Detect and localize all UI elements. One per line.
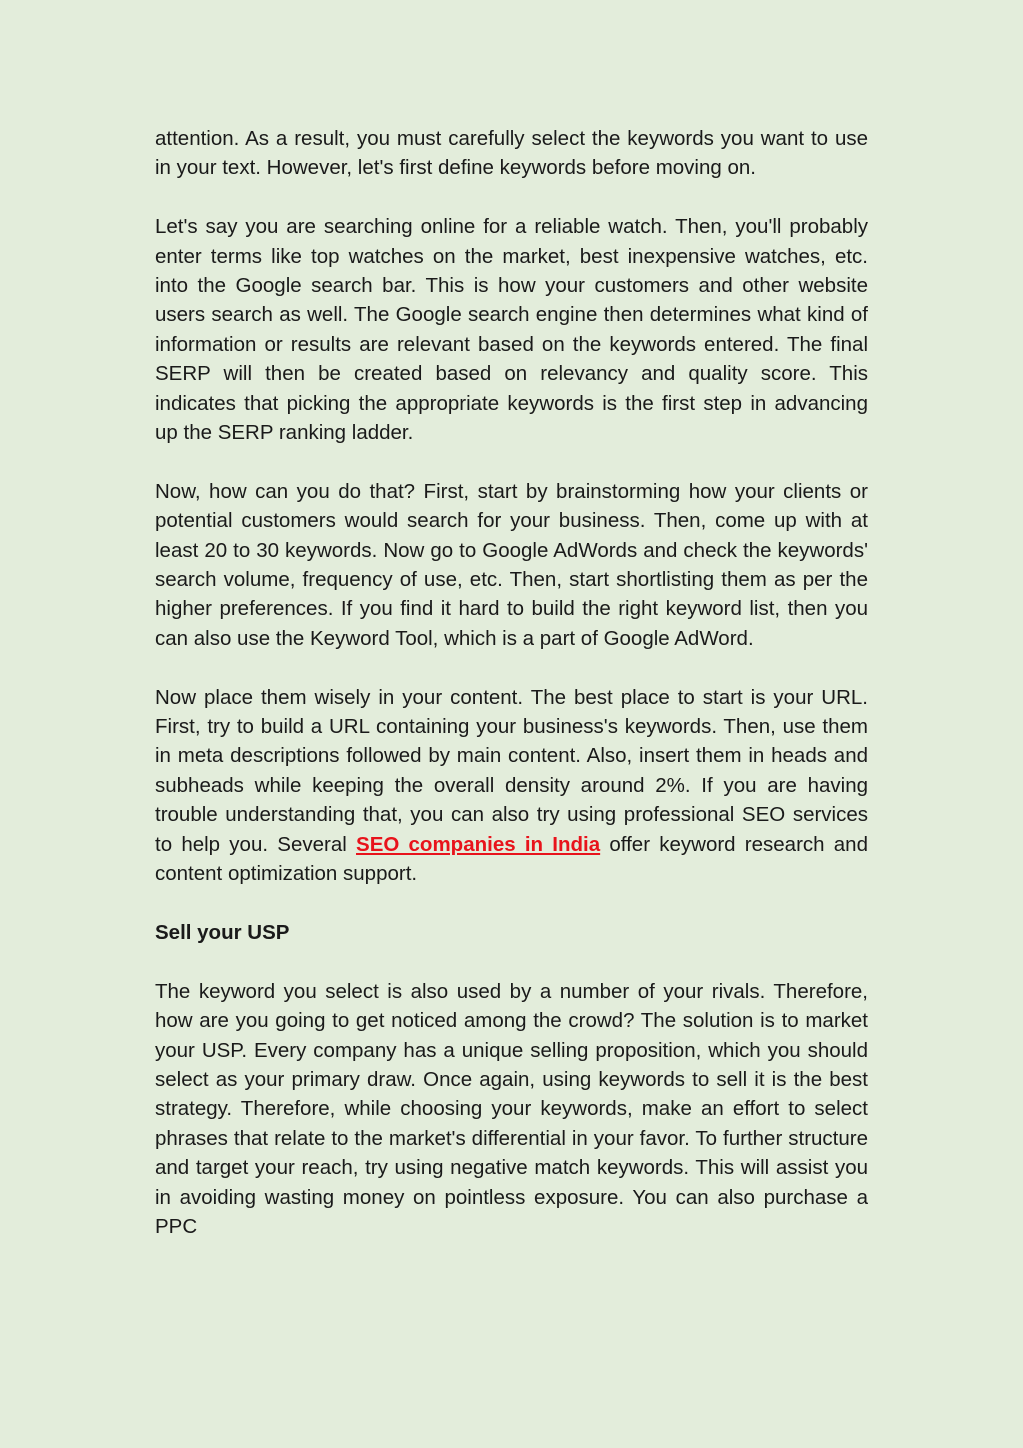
paragraph-keywords-intro: attention. As a result, you must carefully select the keywords you want to use in your text. However, let's first define keywords before moving on.	[155, 127, 868, 180]
paragraph-watch-example: Let's say you are searching online for a reliable watch. Then, you'll probably enter terms like top watches on the market, best inexpensive watches, etc. into the Google search bar. This is how your customers and other website users search as well. The Google search engine then determines what kind of information or results are relevant based on the keywords entered. The final SERP will then be created based on relevancy and quality score. This indicates that picking the appropriate keywords is the first step in advancing up the SERP ranking ladder.	[155, 215, 868, 445]
placement-text-after-link: offer keyword research and content optimization support.	[155, 832, 868, 886]
paragraph-placement	[155, 683, 868, 889]
document-page	[155, 124, 868, 1271]
paragraph-usp: The keyword you select is also used by a number of your rivals. Therefore, how are you going to get noticed among the crowd? The solution is to market your USP. Every company has a unique selling proposition, which you should select as your primary draw. Once again, using keywords to sell it is the best strategy. Therefore, while choosing your keywords, make an effort to select phrases that relate to the market's differential in your favor. To further structure and target your reach, try using negative match keywords. This will assist you in avoiding wasting money on pointless exposure. You can also purchase a PPC	[155, 979, 868, 1238]
seo-companies-link[interactable]: SEO companies in India	[356, 832, 601, 856]
section-heading-usp: Sell your USP	[155, 920, 290, 944]
placement-text-before-link: Now place them wisely in your content. The best place to start is your URL. First, try to build a URL containing your business's keywords. Then, use them in meta descriptions followed by main content. Also, insert them in heads and subheads while keeping the overall density around 2%. If you are having trouble understanding that, you can also try using professional SEO services to help you. Several	[155, 685, 868, 856]
paragraph-brainstorming: Now, how can you do that? First, start by brainstorming how your clients or potential customers would search for your business. Then, come up with at least 20 to 30 keywords. Now go to Google AdWords and check the keywords' search volume, frequency of use, etc. Then, start shortlisting them as per the higher preferences. If you find it hard to build the right keyword list, then you can also use the Keyword Tool, which is a part of Google AdWord.	[155, 479, 868, 650]
